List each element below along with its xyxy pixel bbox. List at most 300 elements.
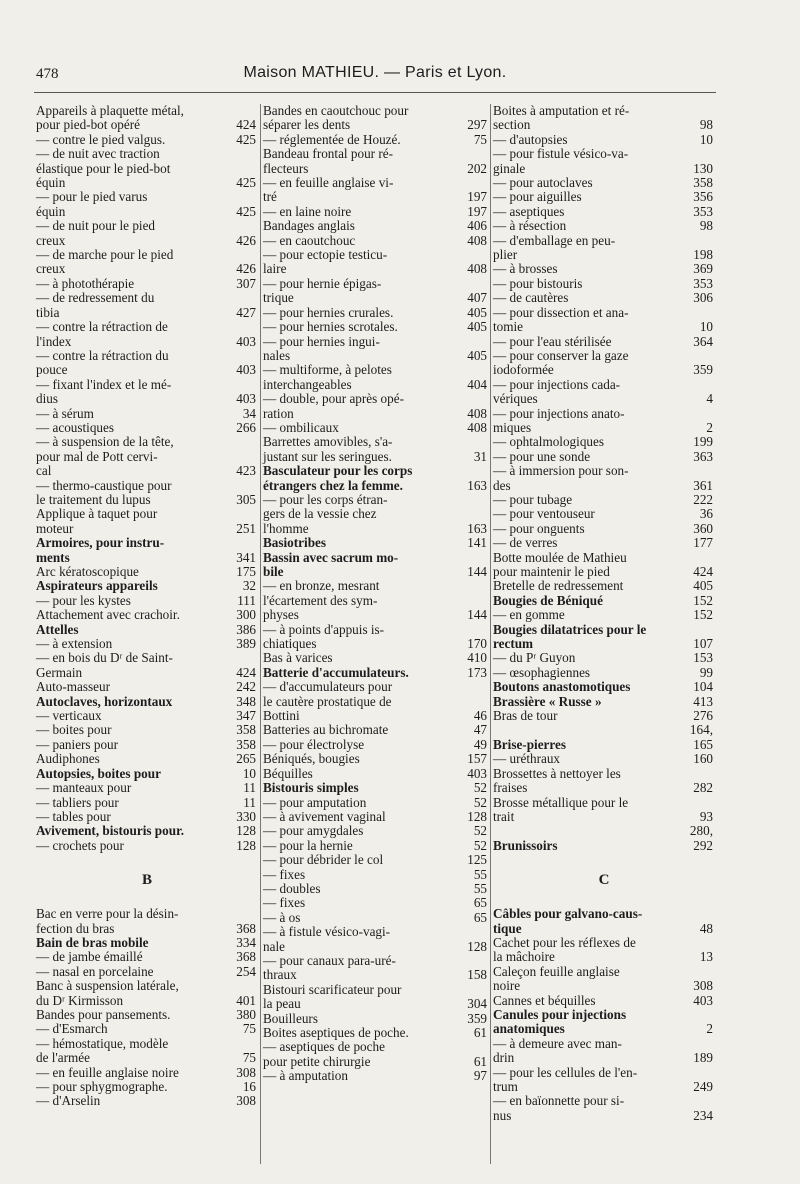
entry-page-number: 153 — [693, 650, 713, 666]
entry-page-number: 52 — [473, 837, 487, 853]
entry-page-number: 405 — [467, 347, 487, 363]
entry-page-number: 128 — [467, 808, 487, 824]
entry-page-number: 405 — [467, 304, 487, 320]
index-entry — [261, 666, 491, 680]
entry-page-number: 408 — [467, 261, 487, 277]
index-entry — [34, 1080, 260, 1094]
index-entry — [261, 911, 491, 925]
entry-term: Audiphones — [36, 751, 100, 767]
entry-term: — en gomme — [493, 607, 565, 623]
entry-term: — à brosses — [493, 261, 558, 277]
entry-term: Applique à taquet pour moteur — [36, 506, 158, 536]
entry-term: — en feuille anglaise vi- tré — [263, 175, 394, 205]
entry-page-number: 300 — [236, 607, 256, 623]
entry-page-number: 163 — [467, 520, 487, 536]
entry-term: Bandeau frontal pour ré- flecteurs — [263, 146, 393, 176]
entry-page-number: 408 — [467, 405, 487, 421]
entry-page-number: 61 — [473, 1025, 487, 1040]
entry-page-number: 348 — [236, 693, 256, 709]
entry-page-number: 141 — [467, 535, 487, 551]
entry-page-number: 347 — [236, 708, 256, 724]
index-entry — [34, 695, 260, 709]
index-entry — [491, 522, 717, 536]
index-entry — [491, 709, 717, 723]
index-entry — [261, 248, 491, 277]
index-entry — [261, 219, 491, 233]
entry-page-number: 13 — [699, 949, 713, 965]
entry-term: Boites aseptiques de poche. — [263, 1025, 409, 1040]
index-entry — [261, 954, 491, 983]
entry-term: Banc à suspension latérale, du Dʳ Kirmisson — [36, 978, 179, 1008]
index-entry — [261, 868, 491, 882]
entry-page-number: 251 — [236, 520, 256, 536]
index-entry — [491, 493, 717, 507]
entry-term: Bougies de Béniqué — [493, 592, 603, 608]
index-entry — [491, 936, 717, 965]
index-entry — [34, 752, 260, 766]
entry-term: — du Pʳ Guyon — [493, 650, 576, 666]
entry-page-number: 359 — [467, 1010, 487, 1026]
entry-page-number: 144 — [467, 607, 487, 623]
entry-term: Brise-pierres — [493, 736, 566, 752]
entry-term: — ophtalmologiques — [493, 434, 604, 450]
entry-term: Basiotribes — [263, 535, 327, 551]
index-entry — [261, 536, 491, 550]
entry-page-number: 175 — [236, 564, 256, 579]
entry-page-number: 111 — [237, 592, 256, 608]
section-letter: B — [141, 872, 152, 889]
index-entry — [34, 190, 260, 219]
entry-page-number: 353 — [693, 275, 713, 291]
section-spacer — [34, 853, 260, 865]
index-entry — [34, 407, 260, 421]
entry-page-number: 427 — [236, 304, 256, 320]
index-entry — [261, 738, 491, 752]
entry-page-number: 242 — [236, 679, 256, 695]
index-entry — [261, 810, 491, 824]
entry-page-number: 403 — [236, 362, 256, 378]
entry-term: — de redressement du tibia — [36, 290, 155, 320]
index-entry — [261, 1069, 491, 1083]
entry-page-number: 10 — [242, 765, 256, 781]
index-entry — [261, 306, 491, 320]
entry-page-number: 234 — [693, 1107, 713, 1123]
entry-page-number: 403 — [236, 333, 256, 349]
entry-term: — pour injections cada- vériques — [493, 376, 621, 407]
entry-term: Batterie d'accumulateurs. — [263, 664, 409, 680]
index-entry — [261, 176, 491, 205]
index-entry — [491, 666, 717, 680]
entry-page-number: 368 — [236, 949, 256, 965]
entry-page-number: 93 — [699, 808, 713, 824]
entry-term: — aseptiques — [493, 203, 565, 219]
entry-term: — pour ventouseur — [493, 506, 595, 522]
entry-page-number: 36 — [699, 506, 713, 522]
index-entry — [34, 709, 260, 723]
index-entry — [261, 277, 491, 306]
index-entry — [34, 435, 260, 478]
index-entry — [34, 824, 260, 838]
entry-term: — pour les kystes — [36, 592, 131, 608]
entry-page-number: 197 — [467, 189, 487, 205]
index-entry — [491, 147, 717, 176]
entry-page-number: 2 — [706, 419, 713, 435]
page-number: 478 — [36, 66, 59, 82]
index-entry — [261, 983, 491, 1012]
entry-page-number: 254 — [236, 963, 256, 979]
entry-term: — paniers pour — [36, 736, 119, 752]
index-entry — [491, 796, 717, 825]
index-entry — [491, 579, 717, 593]
entry-term: — pour hernies scrotales. — [263, 319, 398, 335]
index-entry — [34, 594, 260, 608]
index-entry — [34, 133, 260, 147]
entry-term: — d'accumulateurs pour le cautère prostatique de Bottini — [263, 679, 393, 724]
entry-term: — pour amygdales — [263, 823, 364, 839]
entry-page-number: 55 — [473, 866, 487, 882]
index-entry — [491, 767, 717, 796]
entry-page-number: 98 — [699, 117, 713, 133]
entry-term: Auto-masseur — [36, 679, 110, 695]
entry-term: Avivement, bistouris pour. — [36, 823, 185, 839]
index-entry — [491, 450, 717, 464]
entry-term: Cannes et béquilles — [493, 992, 596, 1008]
entry-page-number: 334 — [236, 934, 256, 950]
index-entry — [491, 680, 717, 694]
entry-term: Brunissoirs — [493, 837, 558, 853]
index-entry — [261, 882, 491, 896]
entry-page-number: 353 — [693, 203, 713, 219]
entry-term: — pour canaux para-uré- thraux — [263, 952, 396, 983]
entry-term: — pour hernie épigas- trique — [263, 275, 382, 306]
entry-term: — thermo-caustique pour le traitement du lupus — [36, 477, 172, 507]
entry-term: — fixes — [263, 866, 306, 882]
index-entry — [491, 752, 717, 766]
entry-term: Bassin avec sacrum mo- bile — [263, 549, 399, 579]
index-entry — [261, 680, 491, 723]
index-entry — [491, 594, 717, 608]
index-entry — [34, 219, 260, 248]
index-entry — [261, 579, 491, 622]
index-entry — [491, 651, 717, 665]
entry-page-number: 405 — [693, 578, 713, 594]
entry-page-number: 356 — [693, 189, 713, 205]
entry-page-number: 49 — [473, 736, 487, 752]
entry-term: — en bronze, mesrant l'écartement des sym- physes — [263, 578, 380, 623]
entry-page-number: 403 — [236, 391, 256, 407]
index-entry — [491, 536, 717, 550]
index-entry — [491, 349, 717, 378]
entry-term: — crochets pour — [36, 837, 124, 853]
entry-term: Bas à varices — [263, 650, 333, 666]
entry-term: — à demeure avec man- drin — [493, 1035, 622, 1066]
index-entry — [491, 695, 717, 709]
entry-page-number: 48 — [699, 920, 713, 936]
entry-term: — à extension — [36, 636, 113, 652]
entry-term: — à fistule vésico-vagi- nale — [263, 924, 391, 954]
index-entry — [261, 651, 491, 665]
entry-page-number: 358 — [236, 736, 256, 752]
entry-term: — double, pour après opé- ration — [263, 391, 404, 421]
entry-page-number: 11 — [243, 780, 256, 796]
index-entry — [34, 320, 260, 349]
entry-page-number: 280, 292 — [689, 823, 713, 853]
entry-page-number: 197 — [467, 203, 487, 219]
entry-page-number: 128 — [236, 823, 256, 839]
entry-page-number: 363 — [693, 448, 713, 464]
entry-term: — pour les corps étran- gers de la vessie chez l'homme — [263, 491, 388, 536]
index-entry — [491, 306, 717, 335]
index-entry — [491, 435, 717, 449]
entry-page-number: 401 — [236, 992, 256, 1008]
entry-page-number: 425 — [236, 131, 256, 147]
entry-term: — pour l'eau stérilisée — [493, 333, 612, 349]
index-entry — [34, 1008, 260, 1022]
entry-page-number: 99 — [699, 664, 713, 680]
entry-term: — uréthraux — [493, 751, 561, 767]
entry-term: Barrettes amovibles, s'a- justant sur les seringues. — [263, 434, 393, 464]
index-entry — [491, 335, 717, 349]
index-entry — [261, 1026, 491, 1040]
entry-page-number: 128 — [467, 938, 487, 954]
index-entry — [34, 291, 260, 320]
index-entry — [491, 262, 717, 276]
entry-term: — à avivement vaginal — [263, 808, 386, 824]
index-entry — [491, 464, 717, 493]
entry-term: — d'autopsies — [493, 131, 568, 147]
entry-term: — multiforme, à pelotes interchangeables — [263, 362, 392, 392]
entry-term: — à immersion pour son- des — [493, 463, 629, 493]
entry-page-number: 408 — [467, 232, 487, 248]
index-entry — [34, 507, 260, 536]
entry-term: — d'Esmarch — [36, 1021, 108, 1037]
entry-page-number: 158 — [467, 967, 487, 983]
index-entry — [34, 965, 260, 979]
entry-term: — verticaux — [36, 708, 102, 724]
index-entry — [261, 623, 491, 652]
entry-term: — à photothérapie — [36, 275, 135, 291]
index-entry — [34, 1066, 260, 1080]
entry-page-number: 198 — [693, 247, 713, 263]
index-entry — [34, 637, 260, 651]
entry-term: — doubles — [263, 880, 321, 896]
entry-term: Attelles — [36, 621, 79, 637]
index-entry — [261, 723, 491, 737]
entry-term: — acoustiques — [36, 419, 115, 435]
entry-page-number: 31 — [473, 448, 487, 464]
index-entry — [491, 965, 717, 994]
entry-page-number: 358 — [693, 175, 713, 191]
entry-page-number: 297 — [467, 117, 487, 133]
entry-term: — de verres — [493, 535, 558, 551]
index-entry — [261, 1012, 491, 1026]
index-entry — [491, 407, 717, 436]
entry-term: — de marche pour le pied creux — [36, 247, 174, 277]
index-entry — [34, 907, 260, 936]
index-entry — [34, 104, 260, 133]
entry-term: — à suspension de la tête, pour mal de Pott cervi- cal — [36, 434, 174, 479]
entry-term: — nasal en porcelaine — [36, 963, 154, 979]
entry-page-number: 403 — [693, 992, 713, 1008]
index-entry — [34, 378, 260, 407]
index-entry — [34, 608, 260, 622]
entry-page-number: 4 — [706, 391, 713, 407]
index-entry — [261, 925, 491, 954]
index-entry — [261, 363, 491, 392]
entry-page-number: 177 — [693, 535, 713, 551]
entry-page-number: 65 — [473, 909, 487, 925]
entry-page-number: 307 — [236, 275, 256, 291]
entry-term: — en caoutchouc — [263, 232, 356, 248]
entry-page-number: 52 — [473, 794, 487, 810]
index-entry — [261, 205, 491, 219]
index-entry — [34, 1037, 260, 1066]
entry-term: Armoires, pour instru- ments — [36, 535, 165, 565]
index-entry — [34, 979, 260, 1008]
index-entry — [34, 1022, 260, 1036]
index-entry — [491, 623, 717, 652]
entry-page-number: 413 — [693, 693, 713, 709]
entry-term: Caleçon feuille anglaise noire — [493, 963, 620, 994]
entry-term: — pour amputation — [263, 794, 367, 810]
index-entry — [261, 853, 491, 867]
entry-term: Bac en verre pour la désin- fection du bras — [36, 906, 179, 936]
index-entry — [34, 536, 260, 565]
entry-term: — hémostatique, modèle de l'armée — [36, 1035, 169, 1066]
entry-page-number: 369 — [693, 261, 713, 277]
index-entry — [34, 839, 260, 853]
entry-page-number: 144 — [467, 564, 487, 579]
entry-page-number: 364 — [693, 333, 713, 349]
entry-term: — contre la rétraction du pouce — [36, 347, 169, 378]
entry-term: Béniqués, bougies — [263, 751, 360, 767]
entry-page-number: 130 — [693, 160, 713, 176]
entry-term: Bougies dilatatrices pour le rectum — [493, 621, 647, 652]
entry-page-number: 282 — [693, 780, 713, 796]
entry-term: — pour la hernie — [263, 837, 353, 853]
section-spacer — [491, 853, 717, 865]
index-column-2 — [260, 104, 491, 1164]
entry-term: — manteaux pour — [36, 780, 132, 796]
index-column-3 — [490, 104, 717, 1164]
entry-page-number: 128 — [236, 837, 256, 853]
entry-page-number: 423 — [236, 463, 256, 479]
index-entry — [34, 723, 260, 737]
entry-page-number: 305 — [236, 491, 256, 507]
index-entry — [34, 147, 260, 190]
index-entry — [491, 1094, 717, 1123]
entry-term: Bras de tour — [493, 708, 558, 724]
index-entry — [261, 335, 491, 364]
entry-term: — à points d'appuis is- chiatiques — [263, 621, 385, 652]
entry-page-number: 75 — [242, 1050, 256, 1066]
entry-term: Aspirateurs appareils — [36, 578, 158, 594]
entry-page-number: 10 — [699, 319, 713, 335]
entry-page-number: 407 — [467, 290, 487, 306]
entry-term: — de jambe émaillé — [36, 949, 143, 965]
index-entry — [261, 464, 491, 493]
entry-page-number: 424 — [236, 664, 256, 680]
entry-page-number: 404 — [467, 376, 487, 392]
index-entry — [34, 738, 260, 752]
entry-page-number: 358 — [236, 722, 256, 738]
entry-term: — tables pour — [36, 808, 111, 824]
entry-term: Basculateur pour les corps étrangers chez la femme. — [263, 463, 413, 493]
index-entry — [491, 824, 717, 853]
index-entry — [491, 907, 717, 936]
entry-page-number: 306 — [693, 290, 713, 306]
entry-term: — contre la rétraction de l'index — [36, 319, 168, 349]
entry-page-number: 2 — [706, 1021, 713, 1037]
entry-term: Bandes en caoutchouc pour séparer les dents — [263, 103, 409, 133]
entry-term: Bandes pour pansements. — [36, 1006, 171, 1022]
entry-term: Câbles pour galvano-caus- tique — [493, 906, 643, 936]
running-title: Maison MATHIEU. — Paris et Lyon. — [243, 64, 507, 81]
entry-term: — pour aiguilles — [493, 189, 582, 205]
entry-page-number: 202 — [467, 160, 487, 176]
entry-page-number: 16 — [242, 1079, 256, 1094]
entry-page-number: 170 — [467, 636, 487, 652]
entry-term: — fixant l'index et le mé- dius — [36, 376, 172, 407]
index-entry — [34, 579, 260, 593]
index-entry — [491, 507, 717, 521]
entry-page-number: 361 — [693, 477, 713, 493]
index-entry — [261, 435, 491, 464]
index-entry — [34, 950, 260, 964]
entry-term: — aseptiques de poche pour petite chirurgie — [263, 1039, 385, 1069]
entry-page-number: 11 — [243, 794, 256, 810]
index-entry — [491, 277, 717, 291]
entry-term: — de cautères — [493, 290, 569, 306]
entry-page-number: 360 — [693, 520, 713, 536]
index-entry — [34, 651, 260, 680]
entry-page-number: 330 — [236, 808, 256, 824]
entry-term: Béquilles — [263, 765, 313, 781]
entry-term: Brossettes à nettoyer les fraises — [493, 765, 621, 796]
entry-page-number: 47 — [473, 722, 487, 738]
entry-term: Bandages anglais — [263, 218, 355, 234]
entry-term: — pour conserver la gaze iodoformée — [493, 347, 629, 378]
index-entry — [34, 781, 260, 795]
entry-page-number: 266 — [236, 419, 256, 435]
index-entry — [261, 824, 491, 838]
entry-term: — pour onguents — [493, 520, 585, 536]
index-entry — [34, 479, 260, 508]
entry-page-number: 61 — [473, 1053, 487, 1069]
index-column-1 — [34, 104, 260, 1164]
entry-page-number: 403 — [467, 765, 487, 781]
entry-page-number: 368 — [236, 920, 256, 936]
entry-term: — ombilicaux — [263, 419, 339, 435]
entry-term: — pour électrolyse — [263, 736, 365, 752]
entry-term: — pour les cellules de l'en- trum — [493, 1064, 638, 1094]
index-entry — [34, 421, 260, 435]
entry-term: — à sérum — [36, 405, 94, 421]
entry-page-number: 199 — [693, 434, 713, 450]
entry-term: — pour une sonde — [493, 448, 591, 464]
entry-term: — fixes — [263, 895, 306, 911]
index-entry — [34, 248, 260, 277]
index-entry — [261, 133, 491, 147]
entry-page-number: 98 — [699, 218, 713, 234]
entry-page-number: 163 — [467, 477, 487, 493]
entry-term: Boutons anastomotiques — [493, 679, 631, 695]
entry-term: Autoclaves, horizontaux — [36, 693, 173, 709]
entry-page-number: 405 — [467, 319, 487, 335]
index-entry — [491, 291, 717, 305]
entry-term: Bretelle de redressement — [493, 578, 624, 594]
entry-term: — en laine noire — [263, 203, 352, 219]
